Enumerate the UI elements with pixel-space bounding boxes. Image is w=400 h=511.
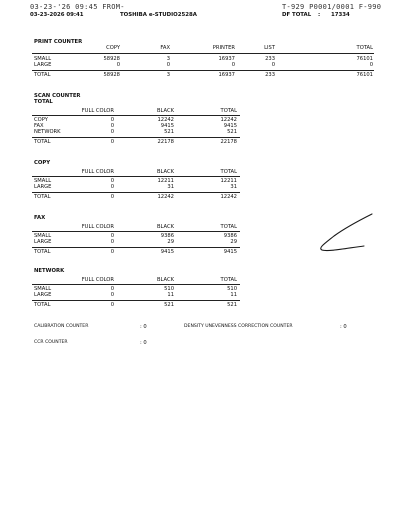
density-correction-counter-label: DENSITY UNEVENNESS CORRECTION COUNTER xyxy=(184,324,293,329)
print-counter-title: PRINT COUNTER xyxy=(34,39,83,45)
fax-cell: 9415 xyxy=(223,249,237,255)
print-row-label: SMALL xyxy=(34,56,52,62)
scan-cell: 521 xyxy=(227,129,237,135)
print-cell: 233 xyxy=(265,56,275,62)
calibration-counter-label: CALIBRATION COUNTER xyxy=(34,324,89,329)
print-cell: 76101 xyxy=(356,56,373,62)
scan-cell: 22178 xyxy=(157,139,174,145)
copy-cell: 0 xyxy=(110,184,114,190)
ccr-counter-label: CCR COUNTER xyxy=(34,340,68,345)
scan-col-total: TOTAL xyxy=(220,108,237,114)
print-cell: 3 xyxy=(166,72,170,78)
copy-cell: 31 xyxy=(167,184,174,190)
print-col-total: TOTAL xyxy=(356,45,373,51)
fax-row-label: LARGE xyxy=(34,239,52,245)
network-title: NETWORK xyxy=(34,268,65,274)
print-cell: 0 xyxy=(231,62,235,68)
copy-cell: 31 xyxy=(230,184,237,190)
network-col-total: TOTAL xyxy=(220,277,237,283)
fax-cell: 0 xyxy=(110,233,114,239)
network-row-label: LARGE xyxy=(34,292,52,298)
fax-cell: 29 xyxy=(230,239,237,245)
scan-counter-subtitle: TOTAL xyxy=(34,99,53,105)
scan-cell: 0 xyxy=(110,117,114,123)
network-col-black: BLACK xyxy=(156,277,174,283)
print-cell: 58928 xyxy=(103,72,120,78)
fax-cell: 9415 xyxy=(160,249,174,255)
copy-cell: 0 xyxy=(110,194,114,200)
df-total-separator: : xyxy=(318,12,321,18)
scan-counter-title: SCAN COUNTER xyxy=(34,93,81,99)
scan-row-label: FAX xyxy=(34,123,44,129)
density-correction-counter-value: : 0 xyxy=(340,324,347,330)
fax-row-label: TOTAL xyxy=(34,249,51,255)
scan-row-label: NETWORK xyxy=(34,129,61,135)
scan-cell: 9415 xyxy=(223,123,237,129)
network-cell: 11 xyxy=(167,292,174,298)
network-cell: 11 xyxy=(230,292,237,298)
network-cell: 0 xyxy=(110,302,114,308)
print-col-fax: FAX xyxy=(160,45,170,51)
scan-cell: 521 xyxy=(164,129,174,135)
report-model: TOSHIBA e-STUDIO2528A xyxy=(120,12,197,18)
scan-cell: 12242 xyxy=(220,117,237,123)
print-row-label: TOTAL xyxy=(34,72,51,78)
copy-col-total: TOTAL xyxy=(220,169,237,175)
print-col-copy: COPY xyxy=(106,45,120,51)
ccr-counter-value: : 0 xyxy=(140,340,147,346)
copy-cell: 12242 xyxy=(220,194,237,200)
scan-row-label: TOTAL xyxy=(34,139,51,145)
scan-cell: 0 xyxy=(110,123,114,129)
scan-cell: 0 xyxy=(110,129,114,135)
fax-col-full-color: FULL COLOR xyxy=(81,224,114,230)
print-cell: 0 xyxy=(116,62,120,68)
copy-col-full-color: FULL COLOR xyxy=(81,169,114,175)
print-cell: 233 xyxy=(265,72,275,78)
copy-cell: 12211 xyxy=(220,178,237,184)
scan-cell: 9415 xyxy=(160,123,174,129)
fax-header-right: T-929 P0001/0001 F-990 xyxy=(282,3,382,11)
copy-cell: 12242 xyxy=(157,194,174,200)
copy-cell: 12211 xyxy=(157,178,174,184)
fax-col-black: BLACK xyxy=(156,224,174,230)
network-cell: 510 xyxy=(227,286,237,292)
copy-cell: 0 xyxy=(110,178,114,184)
fax-cell: 0 xyxy=(110,239,114,245)
print-cell: 58928 xyxy=(103,56,120,62)
calibration-counter-value: : 0 xyxy=(140,324,147,330)
print-cell: 76101 xyxy=(356,72,373,78)
fax-cell: 0 xyxy=(110,249,114,255)
print-cell: 0 xyxy=(271,62,275,68)
print-col-printer: PRINTER xyxy=(212,45,235,51)
network-row-label: SMALL xyxy=(34,286,52,292)
fax-col-total: TOTAL xyxy=(220,224,237,230)
fax-cell: 29 xyxy=(167,239,174,245)
network-cell: 0 xyxy=(110,292,114,298)
copy-title: COPY xyxy=(34,160,51,166)
print-cell: 16937 xyxy=(218,56,235,62)
copy-row-label: LARGE xyxy=(34,184,52,190)
print-cell: 16937 xyxy=(218,72,235,78)
network-col-full-color: FULL COLOR xyxy=(81,277,114,283)
network-row-label: TOTAL xyxy=(34,302,51,308)
print-cell: 0 xyxy=(166,62,170,68)
copy-col-black: BLACK xyxy=(156,169,174,175)
scan-row-label: COPY xyxy=(34,117,48,123)
scan-cell: 12242 xyxy=(157,117,174,123)
report-datetime: 03-23-2026 09:41 xyxy=(30,12,84,18)
network-cell: 521 xyxy=(227,302,237,308)
fax-header-left: 03-23-'26 09:45 FROM- xyxy=(30,3,125,11)
fax-row-label: SMALL xyxy=(34,233,52,239)
copy-row-label: SMALL xyxy=(34,178,52,184)
df-total-value: 17334 xyxy=(331,12,350,18)
network-cell: 521 xyxy=(164,302,174,308)
fax-cell: 9386 xyxy=(223,233,237,239)
network-cell: 510 xyxy=(164,286,174,292)
fax-title: FAX xyxy=(34,215,46,221)
scan-col-black: BLACK xyxy=(156,108,174,114)
copy-row-label: TOTAL xyxy=(34,194,51,200)
scan-col-full-color: FULL COLOR xyxy=(81,108,114,114)
df-total-label: DF TOTAL xyxy=(282,12,312,18)
print-cell: 0 xyxy=(369,62,373,68)
scan-cell: 0 xyxy=(110,139,114,145)
network-cell: 0 xyxy=(110,286,114,292)
print-row-label: LARGE xyxy=(34,62,52,68)
scan-cell: 22178 xyxy=(220,139,237,145)
fax-cell: 9386 xyxy=(160,233,174,239)
print-col-list: LIST xyxy=(264,45,275,51)
print-cell: 3 xyxy=(166,56,170,62)
